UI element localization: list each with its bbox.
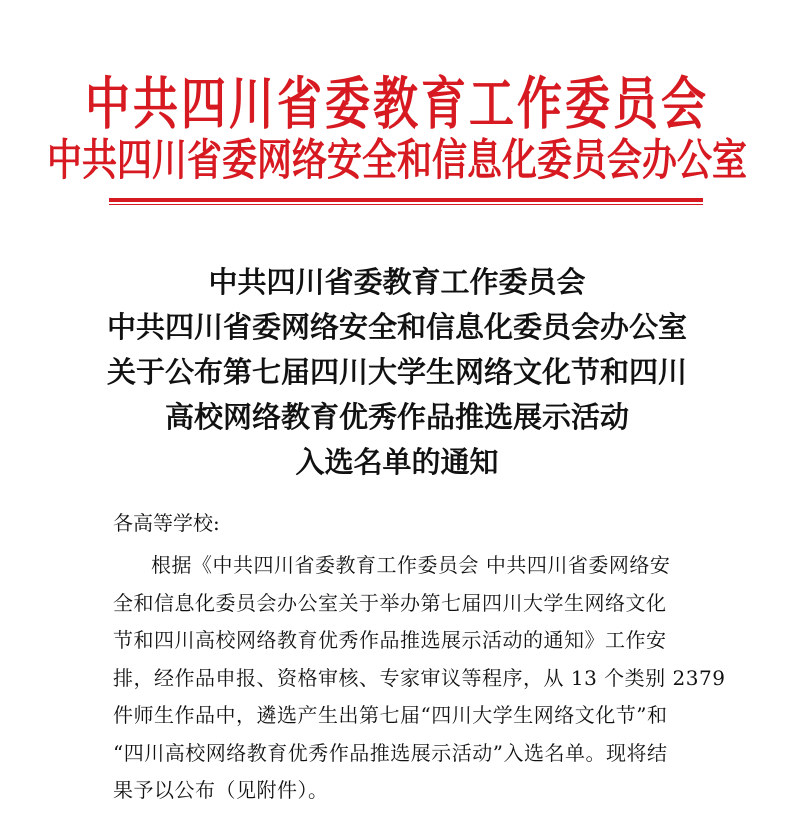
title-line: 中共四川省委教育工作委员会 [208,265,586,299]
notice-title [0,260,794,485]
title-line: 入选名单的通知 [295,445,499,479]
body-line: 件师生作品中，遴选产生出第七届“四川大学生网络文化节”和 [113,703,668,727]
body-line: 全和信息化委员会办公室关于举办第七届四川大学生网络文化 [113,590,667,615]
body-line: 根据《中共四川省委教育工作委员会 中共四川省委网络安 [151,553,671,577]
letterhead-rule-thick [109,198,703,202]
body-line: “四川高校网络教育优秀作品推选展示活动”入选名单。现将结 [113,740,668,765]
title-line: 中共四川省委网络安全和信息化委员会办公室 [106,310,687,344]
salutation: 各高等学校: [113,511,220,535]
body-line: 排，经作品申报、资格审核、专家审议等程序，从 13 个类别 2379 [113,665,726,690]
body-line: 果予以公布（见附件）。 [113,778,329,802]
letterhead-line-2: 中共四川省委网络安全和信息化委员会办公室 [46,134,747,186]
letterhead-line-1: 中共四川省委教育工作委员会 [84,70,709,137]
title-line: 高校网络教育优秀作品推选展示活动 [164,400,629,434]
letterhead-rule-thin [109,204,703,205]
body-line: 节和四川高校网络教育优秀作品推选展示活动的通知》工作安 [113,628,667,652]
title-line: 关于公布第七届四川大学生网络文化节和四川 [106,355,687,389]
body-paragraph [113,547,726,810]
